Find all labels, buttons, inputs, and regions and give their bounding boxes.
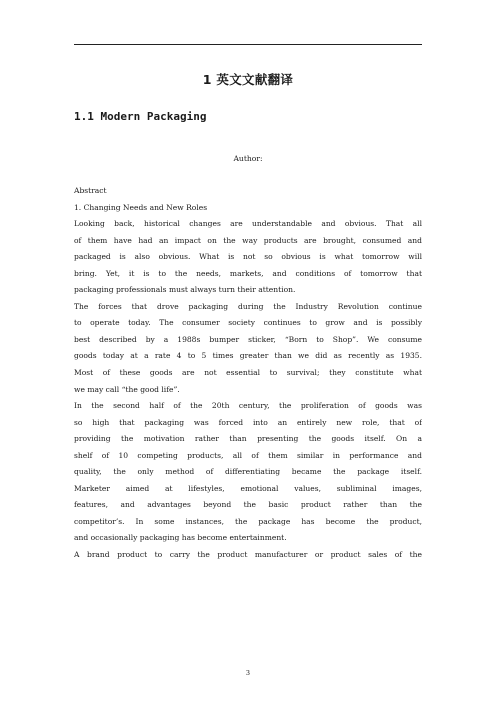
text-line: Looking back, historical changes are understandable and obvious. That all (74, 219, 422, 229)
text-line: providing the motivation rather than presenting the goods itself. On a (74, 434, 422, 444)
text-line: best described by a 1988s bumper sticker, “Born to Shop”. We consume (74, 334, 422, 344)
page-number: 3 (245, 669, 251, 677)
text-line: of them have had an impact on the way products are brought, consumed and (74, 235, 422, 245)
text-line: and occasionally packaging has become entertainment. (74, 533, 287, 543)
text-line: features, and advantages beyond the basic product rather than the (74, 500, 422, 510)
chapter-title: 1 英文文献翻译 (202, 72, 294, 87)
header-rule (74, 44, 422, 45)
text-line: to operate today. The consumer society continues to grow and is possibly (74, 318, 422, 328)
text-line: quality, the only method of differentiating became the package itself. (74, 467, 422, 477)
text-line: A brand product to carry the product manufacturer or product sales of the (74, 550, 422, 560)
text-line: shelf of 10 competing products, all of them similar in performance and (74, 450, 422, 460)
text-line: Most of these goods are not essential to survival; they constitute what (74, 368, 422, 378)
text-line: we may call “the good life”. (74, 384, 180, 394)
text-line: The forces that drove packaging during the Industry Revolution continue (74, 301, 422, 311)
section-title: 1.1 Modern Packaging (74, 110, 207, 123)
text-line: Abstract (74, 186, 107, 195)
text-line: In the second half of the 20th century, the proliferation of goods was (74, 401, 422, 411)
text-line: 1. Changing Needs and New Roles (74, 202, 208, 212)
text-line: so high that packaging was forced into an entirely new role, that of (74, 417, 422, 427)
text-line: Marketer aimed at lifestyles, emotional values, subliminal images, (74, 483, 422, 493)
text-line: goods today at a rate 4 to 5 times greater than we did as recently as 1935. (74, 351, 422, 361)
text-line: packaged is also obvious. What is not so obvious is what tomorrow will (74, 252, 422, 262)
text-line: competitor’s. In some instances, the package has become the product, (74, 516, 422, 526)
body-text (74, 183, 422, 564)
text-line: bring. Yet, it is to the needs, markets, and conditions of tomorrow that (74, 268, 422, 278)
text-line: packaging professionals must always turn their attention. (74, 285, 296, 295)
author-label: Author: (233, 154, 263, 163)
